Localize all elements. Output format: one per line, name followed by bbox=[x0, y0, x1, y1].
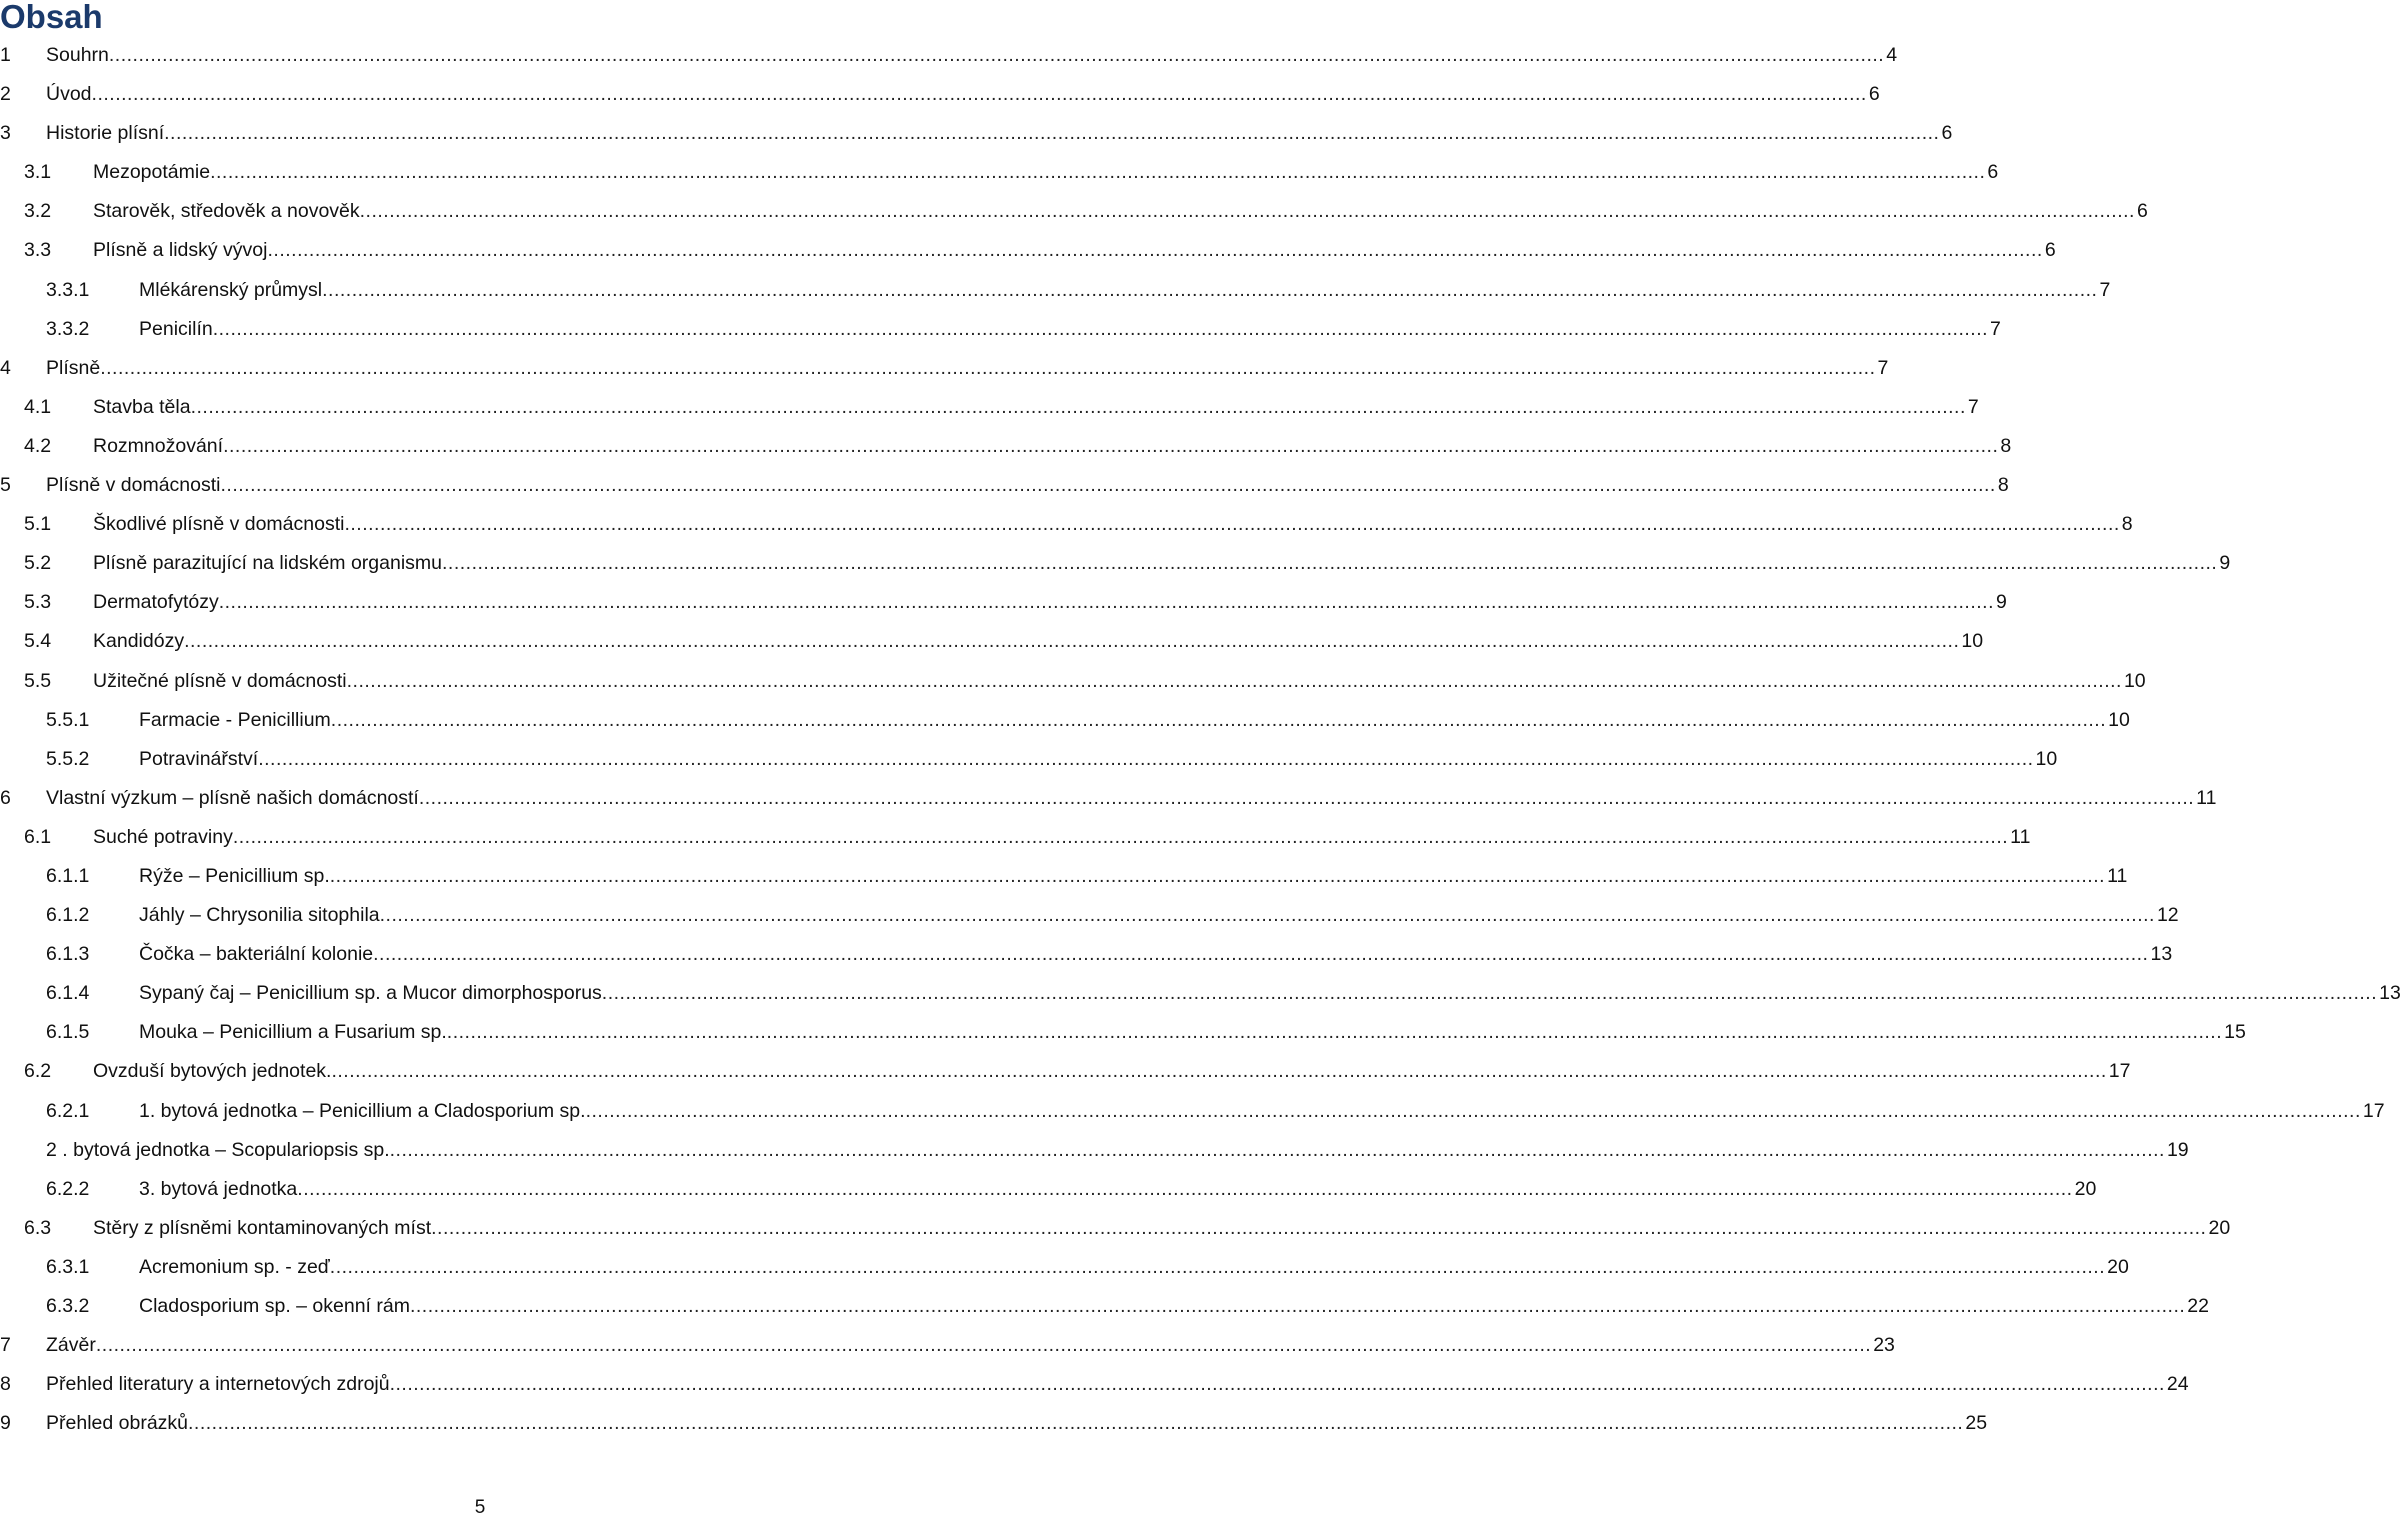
toc-entry-page[interactable]: 9 bbox=[1996, 591, 2007, 614]
toc-entry-page[interactable]: 7 bbox=[2099, 278, 2111, 301]
toc-entry-number: 6.1.3 bbox=[46, 943, 90, 966]
toc-entry-page[interactable]: 20 bbox=[2074, 1177, 2097, 1200]
toc-entry-page[interactable]: 7 bbox=[1990, 317, 2001, 340]
toc-entry[interactable] bbox=[0, 1131, 2189, 1170]
toc-entry[interactable] bbox=[0, 466, 2009, 505]
toc-entry-page[interactable]: 12 bbox=[2156, 904, 2179, 927]
toc-entry-number: 6.1.4 bbox=[46, 982, 90, 1005]
toc-entry-page[interactable]: 8 bbox=[1997, 474, 2009, 497]
toc-entry[interactable] bbox=[0, 896, 2179, 935]
dot-leader: ............................................................................................................................................................................................................................................................................................................ bbox=[329, 864, 2106, 887]
toc-entry-number: 5.1 bbox=[24, 513, 52, 536]
toc-entry-page[interactable]: 23 bbox=[1873, 1334, 1895, 1357]
toc-entry[interactable] bbox=[0, 1326, 1895, 1365]
toc-entry-number: 5.3 bbox=[24, 591, 52, 614]
dot-leader: ............................................................................................................................................................................................................................................................................................................ bbox=[210, 161, 1986, 184]
toc-entry[interactable] bbox=[0, 701, 2130, 740]
toc-entry-page[interactable]: 20 bbox=[2107, 1255, 2129, 1278]
dot-leader: ............................................................................................................................................................................................................................................................................................................ bbox=[359, 200, 2135, 223]
toc-entry-page[interactable]: 13 bbox=[2150, 943, 2173, 966]
toc-entry-number: 5.5.1 bbox=[46, 708, 90, 731]
toc-entry[interactable] bbox=[0, 36, 1898, 75]
dot-leader: ............................................................................................................................................................................................................................................................................................................ bbox=[91, 83, 1867, 106]
dot-leader: ............................................................................................................................................................................................................................................................................................................ bbox=[267, 239, 2043, 262]
toc-entry-page[interactable]: 6 bbox=[1987, 161, 1999, 184]
dot-leader: ............................................................................................................................................................................................................................................................................................................ bbox=[344, 513, 2120, 536]
toc-entry[interactable] bbox=[0, 310, 2001, 349]
dot-leader: ............................................................................................................................................................................................................................................................................................................ bbox=[184, 630, 1960, 653]
page-title: Obsah bbox=[0, 0, 103, 35]
toc-entry-title[interactable]: Plísně v domácnosti bbox=[46, 474, 221, 497]
toc-entry-title[interactable]: Acremonium sp. - zeď bbox=[139, 1255, 330, 1278]
toc-entry-page[interactable]: 11 bbox=[2010, 825, 2031, 848]
toc-entry-title[interactable]: Penicilín bbox=[139, 317, 213, 340]
toc-entry-number: 6.2.1 bbox=[46, 1099, 90, 1122]
dot-leader: ............................................................................................................................................................................................................................................................................................................ bbox=[373, 943, 2149, 966]
dot-leader: ............................................................................................................................................................................................................................................................................................................ bbox=[188, 1412, 1964, 1435]
toc-entry[interactable] bbox=[0, 622, 1984, 661]
toc-entry-title[interactable]: Starověk, středověk a novověk bbox=[93, 200, 360, 223]
toc-entry[interactable] bbox=[0, 349, 1889, 388]
toc-entry-number: 5 bbox=[0, 474, 11, 497]
toc-entry-page[interactable]: 13 bbox=[2379, 982, 2401, 1005]
toc-entry-number: 9 bbox=[0, 1412, 11, 1435]
toc-entry[interactable] bbox=[0, 1248, 2129, 1287]
dot-leader: ............................................................................................................................................................................................................................................................................................................ bbox=[223, 434, 1999, 457]
toc-entry-title[interactable]: Čočka – bakteriální kolonie bbox=[139, 943, 374, 966]
dot-leader: ............................................................................................................................................................................................................................................................................................................ bbox=[331, 1060, 2107, 1083]
toc-entry-number: 6.2 bbox=[24, 1060, 52, 1083]
toc-entry-page[interactable]: 11 bbox=[2107, 864, 2128, 887]
toc-entry-page[interactable]: 8 bbox=[2121, 513, 2133, 536]
toc-entry-title[interactable]: Vlastní výzkum – plísně našich domácností bbox=[46, 786, 419, 809]
toc-entry-page[interactable]: 6 bbox=[1868, 83, 1880, 106]
toc-entry-number: 1 bbox=[0, 44, 11, 66]
toc-entry-title[interactable]: Kandidózy bbox=[93, 630, 185, 653]
toc-entry-title[interactable]: Plísně parazitující na lidském organismu bbox=[93, 552, 442, 575]
toc-entry-number: 3.3.2 bbox=[46, 317, 90, 340]
dot-leader: ............................................................................................................................................................................................................................................................................................................ bbox=[218, 591, 1995, 614]
dot-leader: ............................................................................................................................................................................................................................................................................................................ bbox=[100, 356, 1876, 379]
toc-entry[interactable] bbox=[0, 271, 2111, 310]
dot-leader: ............................................................................................................................................................................................................................................................................................................ bbox=[442, 552, 2218, 575]
dot-leader: ............................................................................................................................................................................................................................................................................................................ bbox=[389, 1138, 2165, 1161]
toc-entry-number: 4.2 bbox=[24, 434, 52, 457]
toc-entry-number: 6.3 bbox=[24, 1216, 52, 1239]
toc-entry-title[interactable]: Sypaný čaj – Penicillium sp. a Mucor dimorphosporus bbox=[139, 982, 602, 1005]
toc-entry[interactable] bbox=[0, 740, 2058, 779]
dot-leader: ............................................................................................................................................................................................................................................................................................................ bbox=[585, 1099, 2361, 1122]
dot-leader: ............................................................................................................................................................................................................................................................................................................ bbox=[418, 786, 2195, 809]
toc-entry[interactable] bbox=[0, 1404, 1988, 1443]
toc-entry-number: 6.3.2 bbox=[46, 1295, 90, 1317]
toc-entry-page[interactable]: 6 bbox=[2044, 239, 2056, 262]
toc-entry-title[interactable]: 1. bytová jednotka – Penicillium a Cladosporium sp. bbox=[139, 1099, 586, 1122]
toc-entry-title[interactable]: Přehled obrázků bbox=[46, 1412, 189, 1435]
dot-leader: ............................................................................................................................................................................................................................................................................................................ bbox=[108, 44, 1885, 66]
toc-entry-page[interactable]: 10 bbox=[2108, 708, 2130, 731]
toc-entry-title[interactable]: Jáhly – Chrysonilia sitophila bbox=[139, 904, 380, 927]
toc-entry-page[interactable]: 22 bbox=[2187, 1295, 2209, 1317]
toc-entry-page[interactable]: 7 bbox=[1967, 395, 1979, 418]
dot-leader: ............................................................................................................................................................................................................................................................................................................ bbox=[322, 278, 2098, 301]
dot-leader: ............................................................................................................................................................................................................................................................................................................ bbox=[212, 317, 1989, 340]
dot-leader: ............................................................................................................................................................................................................................................................................................................ bbox=[258, 747, 2034, 770]
dot-leader: ............................................................................................................................................................................................................................................................................................................ bbox=[232, 825, 2009, 848]
toc-entry-title[interactable]: Farmacie - Penicillium bbox=[139, 708, 331, 731]
toc-entry-number: 3.3 bbox=[24, 239, 52, 262]
toc-entry-title[interactable]: Užitečné plísně v domácnosti bbox=[93, 669, 347, 692]
toc-entry[interactable] bbox=[0, 75, 1880, 114]
toc-entry-title[interactable]: Úvod bbox=[46, 83, 92, 106]
toc-entry-number: 6.1.1 bbox=[46, 864, 90, 887]
toc-entry-title[interactable]: 3. bytová jednotka bbox=[139, 1177, 298, 1200]
dot-leader: ............................................................................................................................................................................................................................................................................................................ bbox=[297, 1177, 2073, 1200]
toc-entry[interactable] bbox=[0, 544, 2231, 583]
toc-entry-number: 6.2.2 bbox=[46, 1177, 90, 1200]
toc-entry[interactable] bbox=[0, 1287, 2209, 1326]
toc-entry-page[interactable]: 10 bbox=[2123, 669, 2146, 692]
dot-leader: ............................................................................................................................................................................................................................................................................................................ bbox=[95, 1334, 1872, 1357]
dot-leader: ............................................................................................................................................................................................................................................................................................................ bbox=[601, 982, 2378, 1005]
toc-entry-title[interactable]: Suché potraviny bbox=[93, 825, 233, 848]
toc-entry-page[interactable]: 19 bbox=[2166, 1138, 2189, 1161]
toc-entry-page[interactable]: 25 bbox=[1965, 1412, 1988, 1435]
toc-entry-number: 6.1.2 bbox=[46, 904, 90, 927]
toc-entry[interactable] bbox=[0, 1209, 2231, 1248]
toc-entry-title[interactable]: Přehled literatury a internetových zdrojů bbox=[46, 1373, 390, 1396]
toc-entry-number: 6.3.1 bbox=[46, 1255, 90, 1278]
dot-leader: ............................................................................................................................................................................................................................................................................................................ bbox=[389, 1373, 2165, 1396]
toc-entry-page[interactable]: 4 bbox=[1886, 44, 1898, 66]
toc-entry-number: 6.1 bbox=[24, 825, 52, 848]
toc-entry-title[interactable]: Stěry z plísněmi kontaminovaných míst bbox=[93, 1216, 432, 1239]
toc-entry-page[interactable]: 20 bbox=[2208, 1216, 2231, 1239]
toc-entry-number: 8 bbox=[0, 1373, 11, 1396]
toc-entry[interactable] bbox=[0, 1365, 2189, 1404]
toc-entry-number: 5.4 bbox=[24, 630, 52, 653]
toc-entry-page[interactable]: 17 bbox=[2108, 1060, 2131, 1083]
toc-entry[interactable] bbox=[0, 1013, 2246, 1052]
toc-entry-title[interactable]: Škodlivé plísně v domácnosti bbox=[93, 513, 345, 536]
toc-entry[interactable] bbox=[0, 231, 2056, 270]
toc-entry[interactable] bbox=[0, 388, 1979, 427]
toc-entry-page[interactable]: 15 bbox=[2224, 1021, 2246, 1044]
toc-entry-title[interactable]: Plísně bbox=[46, 356, 101, 379]
toc-entry-title[interactable]: Závěr bbox=[46, 1334, 96, 1357]
toc-entry-number: 6.1.5 bbox=[46, 1021, 90, 1044]
toc-entry-number: 4 bbox=[0, 356, 11, 379]
toc-entry[interactable] bbox=[0, 935, 2173, 974]
toc-entry-title[interactable]: Rozmnožování bbox=[93, 434, 224, 457]
dot-leader: ............................................................................................................................................................................................................................................................................................................ bbox=[409, 1295, 2186, 1317]
toc-entry-title[interactable]: Rýže – Penicillium sp. bbox=[139, 864, 330, 887]
toc-entry[interactable] bbox=[0, 857, 2128, 896]
toc-entry-title[interactable]: Stavba těla bbox=[93, 395, 191, 418]
toc-entry-page[interactable]: 6 bbox=[1941, 122, 1953, 145]
dot-leader: ............................................................................................................................................................................................................................................................................................................ bbox=[446, 1021, 2223, 1044]
toc-entry[interactable] bbox=[0, 153, 1999, 192]
toc-entry-title[interactable]: Ovzduší bytových jednotek. bbox=[93, 1060, 332, 1083]
toc-entry[interactable] bbox=[0, 1170, 2097, 1209]
toc-entry-number: 3.1 bbox=[24, 161, 52, 184]
toc-entry-page[interactable]: 7 bbox=[1877, 356, 1889, 379]
toc-entry[interactable] bbox=[0, 505, 2133, 544]
toc-entry-title[interactable]: Mezopotámie bbox=[93, 161, 211, 184]
toc-entry-page[interactable]: 9 bbox=[2219, 552, 2231, 575]
toc-entry-page[interactable]: 11 bbox=[2196, 786, 2217, 809]
toc-entry-page[interactable]: 8 bbox=[2000, 434, 2012, 457]
toc-entry[interactable] bbox=[0, 192, 2148, 231]
toc-entry[interactable] bbox=[0, 1052, 2131, 1091]
dot-leader: ............................................................................................................................................................................................................................................................................................................ bbox=[164, 122, 1940, 145]
toc-entry-title[interactable]: Plísně a lidský vývoj bbox=[93, 239, 268, 262]
dot-leader: ............................................................................................................................................................................................................................................................................................................ bbox=[346, 669, 2122, 692]
toc-entry[interactable] bbox=[0, 779, 2217, 818]
toc-entry-page[interactable]: 10 bbox=[2035, 747, 2058, 770]
toc-entry-title[interactable]: Dermatofytózy bbox=[93, 591, 219, 614]
toc-entry[interactable] bbox=[0, 427, 2012, 466]
toc-entry-number: 7 bbox=[0, 1334, 11, 1357]
toc-entry[interactable] bbox=[0, 818, 2031, 857]
dot-leader: ............................................................................................................................................................................................................................................................................................................ bbox=[190, 395, 1966, 418]
toc-entry-page[interactable]: 17 bbox=[2362, 1099, 2385, 1122]
toc-entry-title[interactable]: Souhrn bbox=[46, 44, 109, 66]
toc-entry-title[interactable]: 2 . bytová jednotka – Scopulariopsis sp. bbox=[46, 1138, 390, 1161]
dot-leader: ............................................................................................................................................................................................................................................................................................................ bbox=[220, 474, 1996, 497]
toc-entry-number: 3.3.1 bbox=[46, 278, 90, 301]
toc-entry-page[interactable]: 24 bbox=[2166, 1373, 2189, 1396]
dot-leader: ............................................................................................................................................................................................................................................................................................................ bbox=[330, 708, 2107, 731]
toc-entry[interactable] bbox=[0, 974, 2401, 1013]
dot-leader: ............................................................................................................................................................................................................................................................................................................ bbox=[379, 904, 2155, 927]
toc-entry-number: 2 bbox=[0, 83, 11, 106]
dot-leader: ............................................................................................................................................................................................................................................................................................................ bbox=[431, 1216, 2207, 1239]
toc-entry[interactable] bbox=[0, 583, 2007, 622]
toc-entry-number: 3 bbox=[0, 122, 11, 145]
toc-entry-number: 3.2 bbox=[24, 200, 52, 223]
toc-entry-number: 5.5 bbox=[24, 669, 52, 692]
table-of-contents bbox=[0, 36, 2401, 1443]
toc-entry-number: 4.1 bbox=[24, 395, 52, 418]
toc-entry-title[interactable]: Historie plísní bbox=[46, 122, 165, 145]
toc-entry[interactable] bbox=[0, 114, 1953, 153]
toc-entry[interactable] bbox=[0, 1092, 2385, 1131]
toc-entry-number: 5.2 bbox=[24, 552, 52, 575]
toc-entry-title[interactable]: Mouka – Penicillium a Fusarium sp. bbox=[139, 1021, 447, 1044]
toc-entry-number: 6 bbox=[0, 786, 11, 809]
toc-entry-title[interactable]: Potravinářství bbox=[139, 747, 259, 770]
dot-leader: ............................................................................................................................................................................................................................................................................................................ bbox=[329, 1255, 2106, 1278]
toc-entry-title[interactable]: Mlékárenský průmysl bbox=[139, 278, 323, 301]
toc-entry[interactable] bbox=[0, 662, 2146, 701]
toc-entry-page[interactable]: 10 bbox=[1961, 630, 1984, 653]
page-number: 5 bbox=[474, 1497, 486, 1518]
toc-entry-number: 5.5.2 bbox=[46, 747, 90, 770]
toc-entry-title[interactable]: Cladosporium sp. – okenní rám bbox=[139, 1295, 410, 1317]
toc-entry-page[interactable]: 6 bbox=[2136, 200, 2148, 223]
